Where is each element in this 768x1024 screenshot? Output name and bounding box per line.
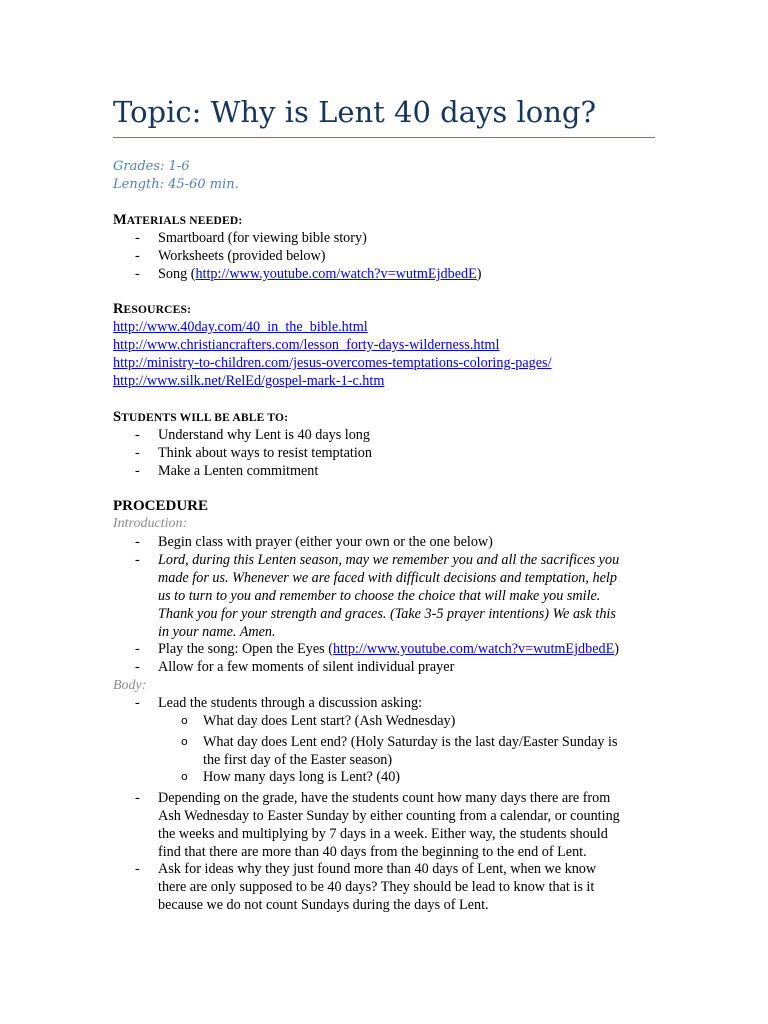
prayer-line: in your name. Amen.: [158, 624, 276, 640]
material-item: Worksheets (provided below): [158, 248, 326, 264]
resource-link[interactable]: http://www.christiancrafters.com/lesson_forty-days-wilderness.html: [113, 337, 500, 353]
page-title: Topic: Why is Lent 40 days long?: [113, 95, 597, 129]
dash-bullet: -: [135, 427, 140, 443]
body-item: Lead the students through a discussion asking:: [158, 695, 423, 711]
resource-link[interactable]: http://www.silk.net/RelEd/gospel-mark-1-c.htm: [113, 373, 385, 389]
prayer-line: us to turn to you and remember to choose the choice that will make you smile.: [158, 588, 601, 604]
dash-bullet: -: [135, 248, 140, 264]
question-item: the first day of the Easter season): [203, 752, 393, 768]
grades-text: Grades: 1-6: [113, 159, 190, 174]
length-text: Length: 45-60 min.: [113, 177, 239, 192]
objective-item: Understand why Lent is 40 days long: [158, 427, 370, 443]
dash-bullet: -: [135, 445, 140, 461]
resources-heading-rest: ESOURCES:: [123, 304, 192, 316]
title-underline: [113, 137, 655, 138]
song-suffix: ): [614, 641, 620, 657]
materials-heading-cap: M: [113, 212, 127, 228]
objectives-heading-cap: S: [113, 409, 122, 425]
dash-bullet: -: [135, 659, 140, 675]
circle-bullet: o: [181, 770, 188, 783]
dash-bullet: -: [135, 534, 140, 550]
body-line: because we do not count Sundays during the days of Lent.: [158, 897, 489, 913]
song-link[interactable]: http://www.youtube.com/watch?v=wutmEjdbedE: [195, 266, 477, 282]
body-line: Ask for ideas why they just found more than 40 days of Lent, when we know: [158, 861, 597, 877]
song-link[interactable]: http://www.youtube.com/watch?v=wutmEjdbedE: [332, 641, 615, 657]
dash-bullet: -: [135, 266, 140, 282]
song-suffix: ): [476, 266, 482, 282]
materials-heading-rest: ATERIALS NEEDED:: [126, 215, 243, 227]
dash-bullet: -: [135, 641, 140, 657]
intro-item: Begin class with prayer (either your own or the one below): [158, 534, 493, 550]
prayer-line: made for us. Whenever we are faced with difficult decisions and temptation, help: [158, 570, 617, 586]
resources-heading: [113, 300, 191, 319]
resource-link[interactable]: http://www.40day.com/40_in_the_bible.html: [113, 319, 368, 335]
body-line: find that there are more than 40 days from the beginning to the end of Lent.: [158, 844, 587, 860]
body-label: Body:: [113, 678, 147, 693]
material-song: [158, 265, 658, 283]
question-item: What day does Lent end? (Holy Saturday is the last day/Easter Sunday is: [203, 734, 618, 750]
dash-bullet: -: [135, 463, 140, 479]
body-line: Depending on the grade, have the students count how many days there are from: [158, 790, 611, 806]
resource-link[interactable]: http://ministry-to-children.com/jesus-overcomes-temptations-coloring-pages/: [113, 355, 552, 371]
dash-bullet: -: [135, 695, 140, 711]
materials-heading: [113, 211, 242, 230]
intro-item: Allow for a few moments of silent individual prayer: [158, 659, 455, 675]
objectives-heading-rest: TUDENTS WILL BE ABLE TO:: [121, 412, 289, 424]
body-line: Ash Wednesday to Easter Sunday by either counting from a calendar, or counting: [158, 808, 620, 824]
prayer-line: Lord, during this Lenten season, may we remember you and all the sacrifices you: [158, 552, 620, 568]
dash-bullet: -: [135, 861, 140, 877]
material-item: Smartboard (for viewing bible story): [158, 230, 367, 246]
objectives-heading: [113, 408, 288, 427]
dash-bullet: -: [135, 230, 140, 246]
question-item: What day does Lent start? (Ash Wednesday): [203, 713, 456, 729]
song-prefix: Play the song: Open the Eyes (: [158, 641, 333, 657]
circle-bullet: o: [181, 714, 188, 727]
resources-heading-cap: R: [113, 301, 124, 317]
objective-item: Think about ways to resist temptation: [158, 445, 372, 461]
body-line: the weeks and multiplying by 7 days in a week. Either way, the students should: [158, 826, 608, 842]
intro-song: [158, 640, 658, 658]
objective-item: Make a Lenten commitment: [158, 463, 319, 479]
prayer-line: Thank you for your strength and graces. (Take 3-5 prayer intentions) We ask this: [158, 606, 616, 622]
introduction-label: Introduction:: [113, 516, 188, 531]
question-item: How many days long is Lent? (40): [203, 769, 401, 785]
body-line: there are only supposed to be 40 days? They should be lead to know that is it: [158, 879, 595, 895]
song-prefix: Song (: [158, 266, 196, 282]
dash-bullet: -: [135, 790, 140, 806]
procedure-heading: PROCEDURE: [113, 498, 209, 514]
circle-bullet: o: [181, 735, 188, 748]
dash-bullet: -: [135, 552, 140, 568]
